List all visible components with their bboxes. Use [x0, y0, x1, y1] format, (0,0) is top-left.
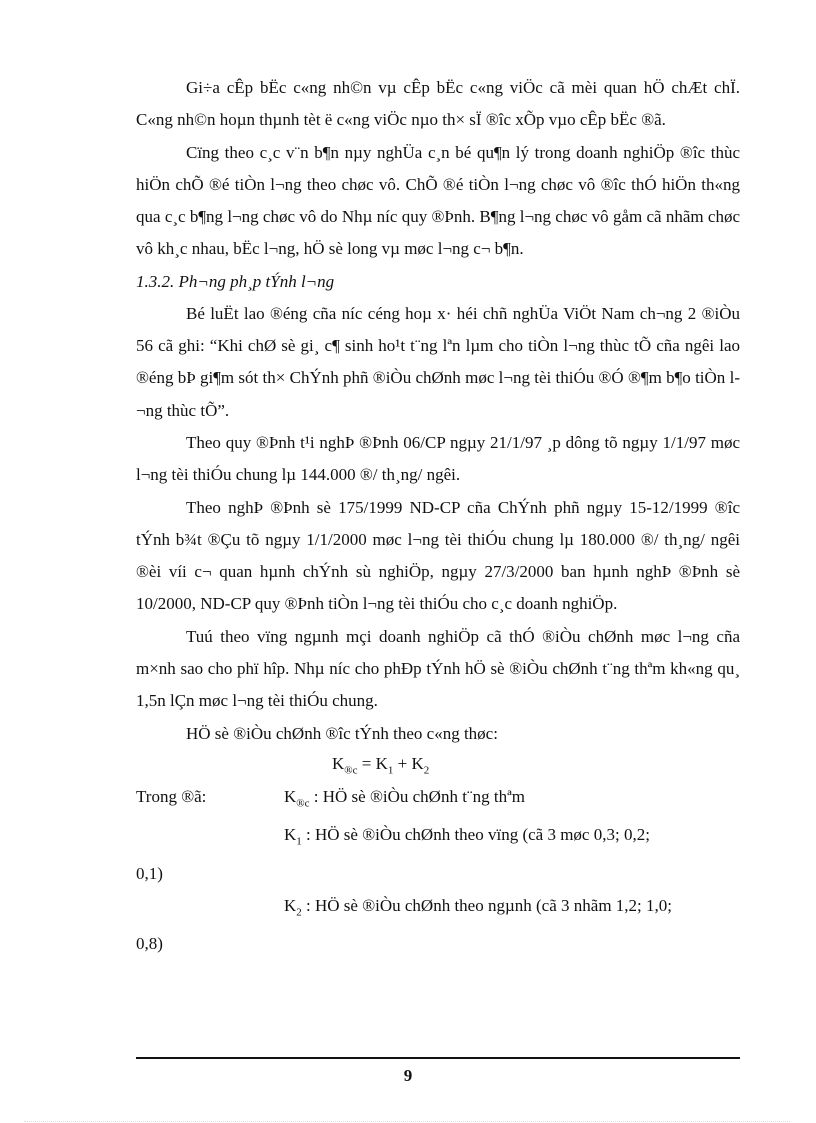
page-bottom-dotted-line	[24, 1121, 790, 1122]
definition-k2: : HÖ sè ®iÒu chØnh theo ngµnh (cã 3 nhãm 1,2; 1,0;	[301, 895, 672, 915]
formula-plus: + K	[397, 753, 424, 773]
definition-kdc: : HÖ sè ®iÒu chØnh t¨ng thªm	[313, 786, 525, 806]
formula-line	[136, 750, 740, 781]
paragraph-1: Gi÷a cÊp bËc c«ng nh©n vµ cÊp bËc c«ng viÖc cã mèi quan hÖ chÆt chÏ. C«ng nh©n hoµn thµnh tèt ë c«ng viÖc nµo th× sÏ ®îc xÕp vµo cÊp bËc ®ã.	[136, 78, 740, 130]
symbol-kdc-sub: ®c	[296, 797, 310, 810]
definitions-label: Trong ®ã:	[136, 786, 207, 806]
symbol-k1-sub: 1	[296, 835, 302, 848]
definition-row-3	[136, 890, 740, 928]
formula-rhs: = K	[361, 753, 388, 773]
page-content	[136, 72, 740, 960]
paragraph-5: Theo nghÞ ®Þnh sè 175/1999 ND-CP cña ChÝnh phñ ngµy 15-12/1999 ®îc tÝnh b¾t ®Çu tõ ngµy 1/1/2000 møc l¬ng tèi thiÓu chung lµ 180.000 ®/ th¸ng/ ngêi ®èi víi c¬ quan hµnh chÝnh sù nghiÖp, ngµy 27/3/2000 ban hµnh nghÞ ®Þnh sè 10/2000, ND-CP quy ®Þnh tiÒn l¬ng tèi thiÓu cho c¸c doanh nghiÖp.	[136, 497, 740, 614]
page-number: 9	[403, 1066, 413, 1085]
definition-row-2	[136, 819, 740, 857]
paragraph-6: Tuú theo vïng ngµnh mçi doanh nghiÖp cã thÓ ®iÒu chØnh møc l¬ng cña m×nh sao cho phï hîp. Nhµ níc cho phÐp tÝnh hÖ sè ®iÒu chØnh t¨ng thªm kh«ng qu¸ 1,5n lÇn møc l¬ng tèi thiÓu chung.	[136, 626, 740, 711]
definition-row-1	[136, 781, 740, 819]
definition-k2-continued: 0,8)	[136, 934, 163, 954]
symbol-k2: K	[284, 895, 297, 915]
formula-lhs: K	[332, 753, 345, 773]
definition-text-1	[284, 781, 740, 819]
paragraph-3: Bé luËt lao ®éng cña níc céng hoµ x· héi chñ nghÜa ViÖt Nam ch¬ng 2 ®iÒu 56 cã ghi: “Khi chØ sè gi¸ c¶ sinh ho¹t t¨ng lªn lµm cho tiÒn l¬ng thùc tÕ cña ngêi lao ®éng bÞ gi¶m sót th× ChÝnh phñ ®iÒu chØnh møc l¬ng tèi thiÓu ®Ó ®¶m b¶o tiÒn l¬ng thùc tÕ”.	[136, 303, 740, 420]
paragraph-2: Cïng theo c¸c v¨n b¶n nµy nghÜa c¸n bé qu¶n lý trong doanh nghiÖp ®îc thùc hiÖn chÕ ®é tiÒn l¬ng theo chøc vô. ChÕ ®é tiÒn l¬ng chøc vô ®îc thÓ hiÖn th«ng qua c¸c b¶ng l¬ng chøc vô do Nhµ níc quy ®Þnh. B¶ng l¬ng chøc vô gåm cã nhãm chøc vô kh¸c nhau, bËc l¬ng, hÖ sè long vµ møc l¬ng c¬ b¶n.	[136, 142, 740, 259]
formula-k1-sub: 1	[387, 764, 394, 777]
definition-k1: : HÖ sè ®iÒu chØnh theo vïng (cã 3 møc 0,3; 0,2;	[301, 825, 650, 845]
formula	[332, 754, 429, 776]
definition-text-3	[284, 890, 740, 928]
formula-lhs-sub: ®c	[344, 764, 358, 777]
section-heading: 1.3.2. Ph¬ng ph¸p tÝnh l¬ng	[136, 271, 335, 291]
symbol-kdc: K	[284, 786, 297, 806]
definitions	[136, 781, 740, 960]
symbol-k2-sub: 2	[296, 906, 302, 919]
footer-rule	[136, 1057, 740, 1059]
paragraph-7: HÖ sè ®iÒu chØnh ®îc tÝnh theo c«ng thøc:	[186, 723, 498, 743]
definition-text-2	[284, 819, 740, 857]
definition-k1-continued: 0,1)	[136, 863, 163, 883]
paragraph-4: Theo quy ®Þnh t¹i nghÞ ®Þnh 06/CP ngµy 21/1/97 ¸p dông tõ ngµy 1/1/97 møc l¬ng tèi thiÓu chung lµ 144.000 ®/ th¸ng/ ngêi.	[136, 432, 740, 485]
symbol-k1: K	[284, 825, 297, 845]
formula-k2-sub: 2	[423, 764, 430, 777]
